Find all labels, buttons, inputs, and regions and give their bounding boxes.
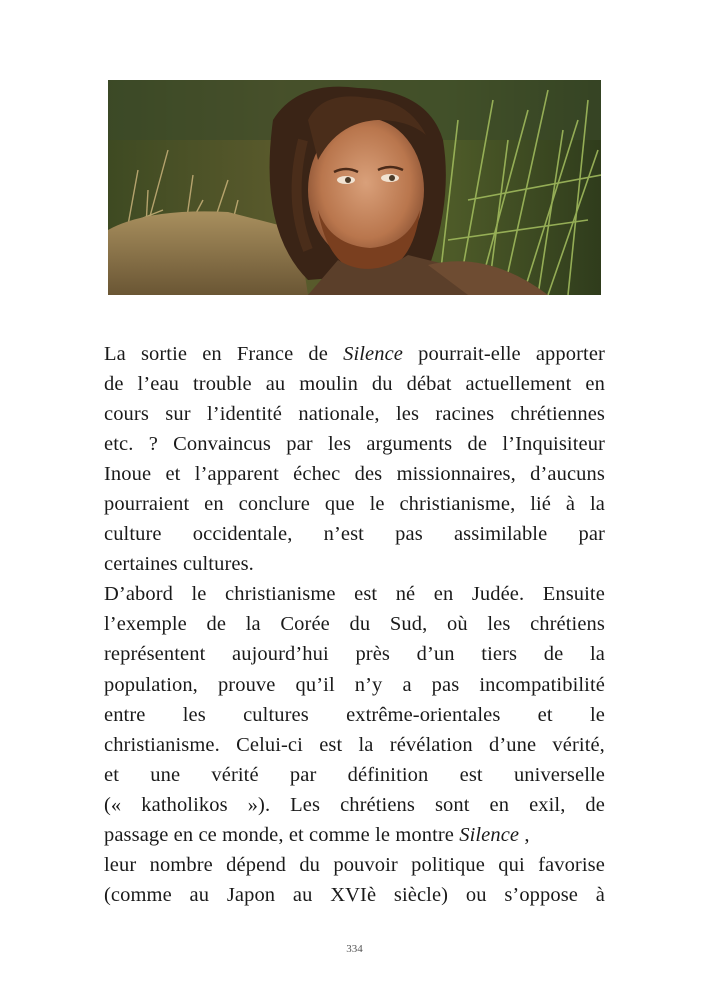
word: France xyxy=(236,343,294,365)
word: arguments xyxy=(366,433,453,456)
word: au xyxy=(292,883,313,906)
word: de xyxy=(543,643,564,666)
word: nombre xyxy=(149,853,213,876)
word: chrétiens xyxy=(340,793,415,816)
word: (comme xyxy=(104,883,172,906)
word: la xyxy=(245,613,261,636)
word: échec xyxy=(293,463,341,486)
word: cours xyxy=(104,403,149,426)
word: révélation xyxy=(389,733,473,756)
word: l’identité xyxy=(206,403,282,426)
word: par xyxy=(286,433,313,456)
word: politique xyxy=(411,853,485,876)
word: le xyxy=(369,493,385,516)
word: du xyxy=(371,373,393,396)
word: pourrait-elle xyxy=(418,343,521,365)
word: sont xyxy=(434,793,470,816)
word: lié xyxy=(530,493,551,516)
word: la xyxy=(589,493,605,516)
text-line xyxy=(104,369,605,399)
text-line xyxy=(104,639,605,669)
word: universelle xyxy=(513,763,605,786)
word: katholikos xyxy=(141,793,228,816)
word: en xyxy=(433,583,454,606)
word: chrétiennes xyxy=(510,403,605,426)
word: en xyxy=(204,493,224,516)
word: tiers xyxy=(481,643,518,666)
word: chrétiens xyxy=(530,613,605,636)
word: l’eau xyxy=(137,373,180,396)
word: et xyxy=(537,703,553,726)
word: du xyxy=(299,853,321,876)
word: christianisme, xyxy=(399,493,516,516)
page-number: 334 xyxy=(346,943,363,955)
word: Corée xyxy=(280,613,330,636)
text-line xyxy=(104,339,605,369)
word: aujourd’hui xyxy=(232,643,329,666)
word: leur xyxy=(104,853,137,876)
text-segment: certaines cultures. xyxy=(104,553,254,576)
word: Celui-ci xyxy=(236,733,303,756)
word: des xyxy=(354,463,383,486)
body-text xyxy=(104,339,605,910)
word: favorise xyxy=(538,853,605,876)
word: débat xyxy=(406,373,452,396)
word: missionnaires, xyxy=(396,463,516,486)
word: Japon xyxy=(226,883,276,906)
text-line xyxy=(104,730,605,760)
word: le xyxy=(589,703,605,726)
text-line xyxy=(104,850,605,880)
word: représentent xyxy=(104,643,206,666)
text-line xyxy=(104,820,605,850)
word: né xyxy=(395,583,416,606)
word: de xyxy=(585,793,605,816)
word: est xyxy=(319,733,343,756)
word: Inoue xyxy=(104,463,152,486)
word: apporter xyxy=(535,343,605,365)
word: sortie xyxy=(140,343,188,365)
word: près xyxy=(355,643,390,666)
word: la xyxy=(358,733,374,756)
word: les xyxy=(487,613,511,636)
word: de xyxy=(206,613,227,636)
word: D’abord xyxy=(104,583,174,606)
word: culture xyxy=(104,523,162,546)
word: par xyxy=(578,523,605,546)
word: »). xyxy=(247,793,271,816)
text-line xyxy=(104,459,605,489)
word: siècle) xyxy=(393,883,449,906)
text-line xyxy=(104,760,605,790)
word: de xyxy=(104,373,124,396)
word: nationale, xyxy=(298,403,380,426)
word: une xyxy=(150,763,181,786)
text-line xyxy=(104,399,605,429)
word: les xyxy=(182,703,206,726)
word: par xyxy=(289,763,317,786)
word: dépend xyxy=(226,853,286,876)
text-segment: passage en ce monde, et comme le montre xyxy=(104,823,460,846)
text-line xyxy=(104,579,605,609)
word: conclure xyxy=(238,493,310,516)
word: pas xyxy=(395,523,423,546)
word: n’est xyxy=(323,523,364,546)
word: que xyxy=(324,493,355,516)
word: où xyxy=(446,613,468,636)
word: en xyxy=(202,343,222,365)
word: occidentale, xyxy=(192,523,293,546)
word: qu’il xyxy=(295,673,335,696)
word: christianisme. xyxy=(104,733,220,756)
word: au xyxy=(189,883,210,906)
word: l’exemple xyxy=(104,613,187,636)
word: définition xyxy=(347,763,429,786)
word: cultures xyxy=(243,703,309,726)
word: de xyxy=(308,343,328,365)
text-line xyxy=(104,790,605,820)
word: est xyxy=(354,583,378,606)
word: est xyxy=(459,763,483,786)
word: trouble xyxy=(192,373,252,396)
text-line xyxy=(104,519,605,549)
word: entre xyxy=(104,703,146,726)
word: pourraient xyxy=(104,493,190,516)
text-line xyxy=(104,670,605,700)
word: ou xyxy=(465,883,487,906)
text-line xyxy=(104,609,605,639)
word: s’oppose xyxy=(504,883,578,906)
word: et xyxy=(165,463,181,486)
word: d’une xyxy=(488,733,537,756)
word: XVIè xyxy=(330,883,377,906)
word: racines xyxy=(435,403,495,426)
word: vérité xyxy=(211,763,259,786)
word: Convaincus xyxy=(173,433,271,456)
word: La xyxy=(104,343,126,365)
word: d’aucuns xyxy=(530,463,605,486)
italic-word: Silence xyxy=(343,343,403,365)
word: etc. xyxy=(104,433,134,456)
word: Les xyxy=(290,793,321,816)
word: (« xyxy=(104,793,122,816)
word: extrême-orientales xyxy=(346,703,501,726)
word: du xyxy=(349,613,371,636)
text-line xyxy=(104,429,605,459)
word: les xyxy=(395,403,420,426)
word: Sud, xyxy=(389,613,428,636)
word: et xyxy=(104,763,119,786)
word: le xyxy=(191,583,207,606)
word: de xyxy=(467,433,488,456)
word: à xyxy=(595,883,605,906)
word: ? xyxy=(148,433,158,456)
text-segment: , xyxy=(519,823,530,846)
word: Ensuite xyxy=(542,583,605,606)
word: en xyxy=(585,373,605,396)
word: incompatibilité xyxy=(479,673,605,696)
word: qui xyxy=(498,853,525,876)
word: actuellement xyxy=(465,373,572,396)
word: moulin xyxy=(299,373,358,396)
word: pas xyxy=(431,673,460,696)
word: Judée. xyxy=(471,583,525,606)
film-still-photo xyxy=(108,80,601,295)
word: à xyxy=(565,493,576,516)
word: prouve xyxy=(217,673,276,696)
italic-text: Silence xyxy=(459,823,520,846)
word: la xyxy=(589,643,605,666)
word: sur xyxy=(165,403,191,426)
word: au xyxy=(265,373,286,396)
word: assimilable xyxy=(453,523,548,546)
word: en xyxy=(489,793,510,816)
word: population, xyxy=(104,673,198,696)
word: a xyxy=(402,673,412,696)
text-line xyxy=(104,549,605,579)
text-line xyxy=(104,700,605,730)
word: les xyxy=(327,433,352,456)
text-line xyxy=(104,880,605,910)
text-line xyxy=(104,489,605,519)
word: n’y xyxy=(354,673,383,696)
word: l’apparent xyxy=(194,463,279,486)
word: christianisme xyxy=(225,583,336,606)
word: vérité, xyxy=(552,733,605,756)
word: pouvoir xyxy=(333,853,398,876)
word: exil, xyxy=(529,793,566,816)
word: d’un xyxy=(416,643,455,666)
word: l’Inquisiteur xyxy=(502,433,605,456)
